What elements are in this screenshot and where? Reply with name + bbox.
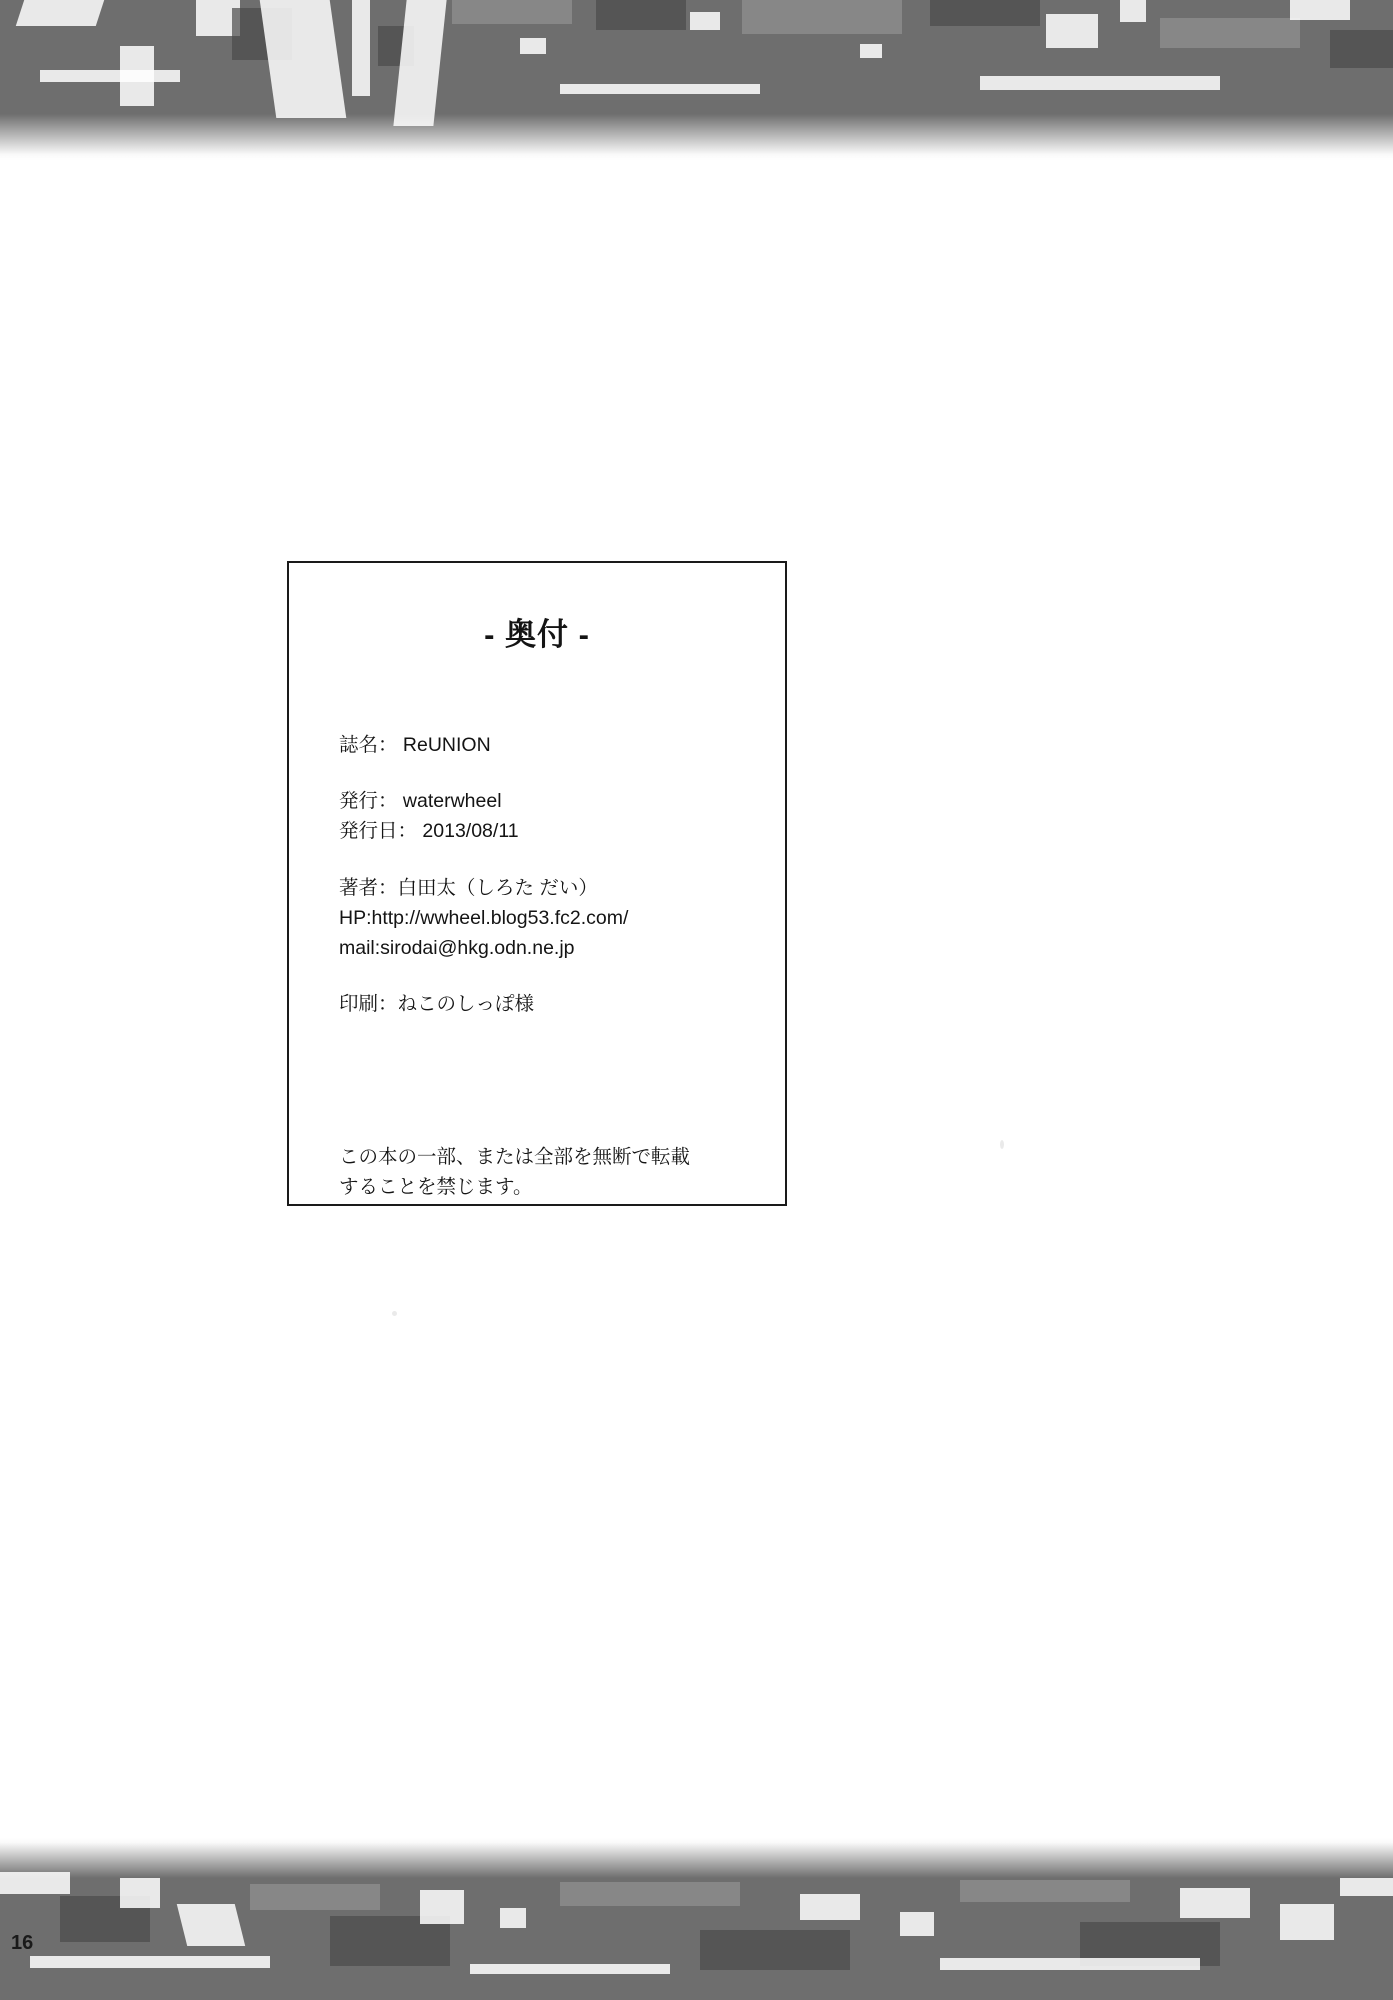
colophon-box bbox=[287, 561, 787, 1206]
notice-line: この本の一部、または全部を無断で転載 bbox=[339, 1145, 691, 1168]
colophon-entry-author bbox=[339, 873, 785, 964]
colophon-line: 著者：白田太（しろた だい） bbox=[339, 876, 598, 899]
colophon-entry-printer bbox=[339, 989, 785, 1019]
colophon-line-mail: mail:sirodai@hkg.odn.ne.jp bbox=[339, 937, 575, 960]
colophon-entry-title bbox=[339, 730, 785, 760]
colophon-entry-publisher bbox=[339, 786, 785, 846]
colophon-line: 発行日： 2013/08/11 bbox=[339, 820, 519, 843]
page-number: 16 bbox=[11, 1932, 34, 1954]
colophon-line: 発行： waterwheel bbox=[339, 790, 502, 813]
bottom-grunge-band bbox=[0, 1838, 1393, 2000]
colophon-line: 印刷：ねこのしっぽ様 bbox=[339, 993, 535, 1016]
colophon-line: 誌名： ReUNION bbox=[339, 734, 491, 756]
notice-line: することを禁じます。 bbox=[339, 1175, 533, 1198]
top-grunge-band bbox=[0, 0, 1393, 160]
copyright-notice bbox=[339, 1142, 785, 1202]
paper-fleck bbox=[1000, 1140, 1004, 1149]
colophon-line-homepage: HP:http://wwheel.blog53.fc2.com/ bbox=[339, 906, 629, 929]
paper-fleck bbox=[392, 1311, 397, 1316]
colophon-entries bbox=[339, 730, 785, 1020]
colophon-title: - 奥付 - bbox=[484, 617, 590, 652]
